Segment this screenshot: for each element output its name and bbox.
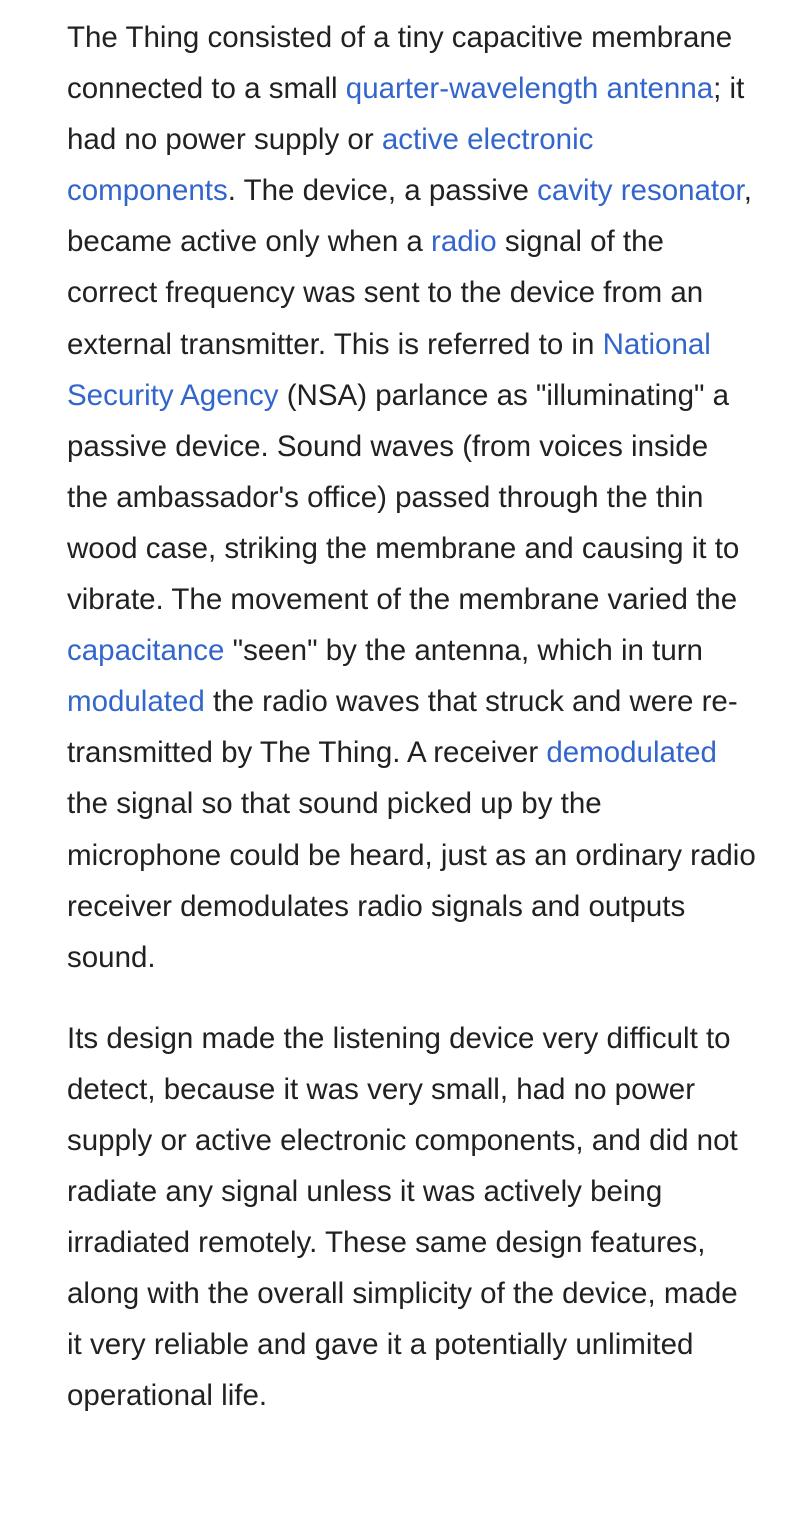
link-capacitance[interactable]: capacitance [67, 634, 225, 668]
body-text: , became active only when a [67, 174, 752, 259]
body-text: "seen" by the antenna, which in turn [224, 634, 703, 668]
paragraph [67, 12, 757, 983]
body-text: (NSA) parlance as "illuminating" a passive device. Sound waves (from voices inside the ambassador's office) passed through the thin wood case, striking the membrane and causing it to vibrate. The movement of the membrane varied the [67, 378, 740, 617]
link-demodulated[interactable]: demodulated [546, 736, 717, 770]
body-text: signal of the correct frequency was sent to the device from an external transmitter. This is referred to in [67, 225, 704, 361]
body-text: the radio waves that struck and were re-transmitted by The Thing. A receiver [67, 685, 738, 770]
body-text: Its design made the listening device very difficult to detect, because it was very small, had no power supply or active electronic components, and did not radiate any signal unless it was actively being irradiated remotely. These same design features, along with the overall simplicity of the device, made it very reliable and gave it a potentially unlimited operational life. [67, 1021, 738, 1413]
body-text: . The device, a passive [227, 174, 538, 208]
body-text: the signal so that sound picked up by the microphone could be heard, just as an ordinary radio receiver demodulates radio signals and outputs sound. [67, 787, 756, 974]
link-active-electronic-components[interactable]: active electronic components [67, 123, 594, 208]
body-text: The Thing consisted of a tiny capacitive membrane connected to a small [67, 21, 733, 106]
link-modulated[interactable]: modulated [67, 685, 205, 719]
link-cavity-resonator[interactable]: cavity resonator [537, 174, 744, 208]
link-national-security-agency[interactable]: National Security Agency [67, 327, 711, 412]
link-quarter-wavelength-antenna[interactable]: quarter-wavelength antenna [345, 72, 714, 106]
article-body [67, 12, 757, 1422]
link-radio[interactable]: radio [431, 225, 497, 259]
paragraph [67, 1013, 757, 1422]
body-text: ; it had no power supply or [67, 72, 745, 157]
